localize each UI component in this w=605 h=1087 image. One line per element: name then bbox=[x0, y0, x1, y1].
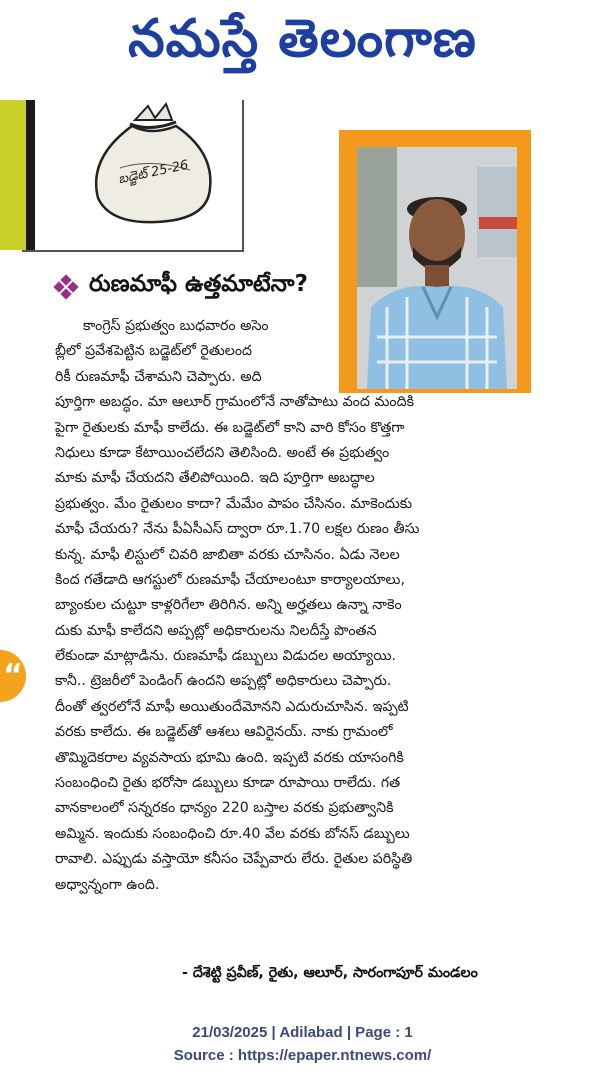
footer-date-line: 21/03/2025 | Adilabad | Page : 1 bbox=[192, 1024, 413, 1041]
body-line: బ్లీలో ప్రవేశపెట్టిన బడ్జెట్‌లో రైతులంద bbox=[55, 343, 253, 360]
body-line: రికీ రుణమాఫీ చేశామని చెప్పారు. అది bbox=[55, 368, 262, 385]
bag-label: బడ్జెట్ 25-26 bbox=[116, 157, 190, 188]
body-line: నిధులు కూడా కేటాయించలేదని తెలిసింది. అంటే ఈ ప్రభుత్వం bbox=[55, 444, 390, 461]
body-line: కున్న. మాఫీ లిస్టులో చివరి జాబితా వరకు చూసినం. ఏడు నెలల bbox=[55, 546, 400, 563]
body-line: వరకు కాలేదు. ఈ బడ్జెట్‌తో ఆశలు ఆవిరైనయ్. నాకు గ్రామంలో bbox=[55, 724, 393, 741]
footer-source-line: Source : https://epaper.ntnews.com/ bbox=[173, 1047, 432, 1064]
body-line: దీంతో త్వరలోనే మాఫీ అయితుందేమోనని ఎదురుచూసిన. ఇప్పటి bbox=[55, 698, 409, 715]
body-line: రావాలి. ఎప్పుడు వస్తాయో కనీసం చెప్పేవారు లేరు. రైతుల పరిస్థితి bbox=[55, 851, 413, 868]
body-line: మాఫీ చేయరు? నేను పీఏసీఎస్ ద్వారా రూ.1.70 లక్షల రుణం తీసు bbox=[55, 521, 420, 538]
body-line: పైగా రైతులకు మాఫీ కాలేదు. ఈ బడ్జెట్‌లో కాని వారి కోసం కొత్తగా bbox=[55, 419, 405, 436]
body-line: సంబంధించి రైతు భరోసా డబ్బులు కూడా రూపాయి రాలేదు. గత bbox=[55, 775, 401, 792]
body-line: వానకాలంలో సన్నరకం ధాన్యం 220 బస్తాల వరకు ప్రభుత్వానికి bbox=[55, 800, 394, 817]
body-line: పూర్తిగా అబద్ధం. మా ఆలూర్ గ్రామంలోనే నాతోపాటు వంద మందికి bbox=[55, 394, 415, 411]
body-line: అధ్వాన్నంగా ఉంది. bbox=[55, 876, 160, 893]
money-bag-illustration bbox=[80, 98, 220, 228]
body-line: అమ్మిన. ఇందుకు సంబంధించి రూ.40 వేల వరకు బోనస్ డబ్బులు bbox=[55, 825, 410, 842]
newspaper-masthead: నమస్తే తెలంగాణ bbox=[128, 9, 477, 69]
body-line: మాకు మాఫీ చేయదని తేలిపోయింది. ఇది పూర్తిగా అబద్ధాల bbox=[55, 470, 375, 487]
article-body bbox=[55, 314, 545, 898]
body-line: దుకు మాఫీ కాలేదని అప్పట్లో అధికారులను నిలదీస్తే పొంతన bbox=[55, 622, 377, 639]
body-line: కానీ.. ట్రెజరీలో పెండింగ్ ఉందని అప్పట్లో అధికారులు చెప్పారు. bbox=[55, 673, 392, 690]
headline-row bbox=[55, 271, 308, 303]
diamond-cluster-icon bbox=[55, 276, 77, 298]
article-signature: - దేశెట్టి ప్రవీణ్, రైతు, ఆలూర్, సారంగాపూర్ మండలం bbox=[182, 965, 478, 981]
quote-icon: “ bbox=[0, 650, 26, 702]
body-line: ప్రభుత్వం. మేం రైతులం కాదా? మేమేం పాపం చేసినం. మాకెందుకు bbox=[55, 495, 413, 512]
body-line: లేకుండా మాట్లాడిను. రుణమాఫీ డబ్బులు విడుదల అయ్యాయి. bbox=[55, 648, 397, 665]
body-line: కింద గతేడాది ఆగస్టులో రుణమాఫీ చేయాలంటూ కార్యాలయాలు, bbox=[55, 571, 405, 588]
body-line: బ్యాంకుల చుట్టూ కాళ్లరిగేలా తిరిగిన. అన్ని అర్హతలు ఉన్నా నాకెం bbox=[55, 597, 402, 614]
body-line: తొమ్మిదెకరాల వ్యవసాయ భూమి ఉంది. ఇప్పటి వరకు యాసంగికి bbox=[55, 749, 404, 766]
body-line: కాంగ్రెస్ ప్రభుత్వం బుధవారం అసెం bbox=[83, 318, 269, 334]
article-headline: రుణమాఫీ ఉత్తమాటేనా? bbox=[89, 271, 308, 297]
